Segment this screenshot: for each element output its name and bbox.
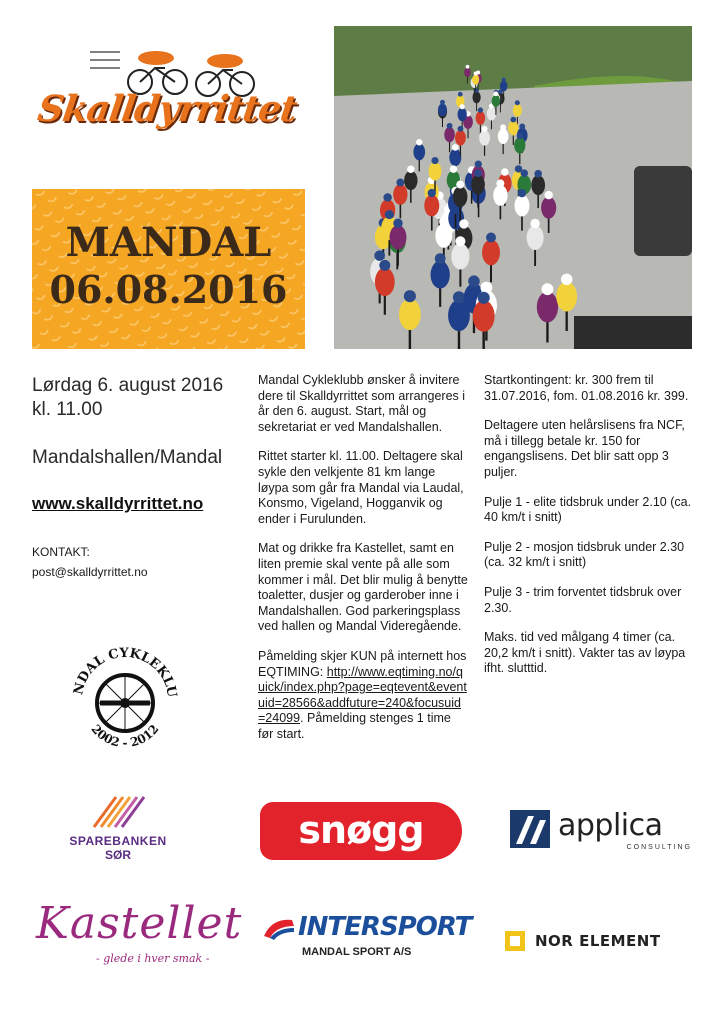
sponsor-kastellet	[36, 894, 243, 984]
sponsor-nor-element	[505, 930, 695, 954]
info-column-middle	[258, 373, 468, 756]
event-time: kl. 11.00	[32, 399, 103, 420]
sparebanken-stripes-icon	[58, 793, 178, 829]
pulje-1: Pulje 1 - elite tidsbruk under 2.10 (ca. 40 km/t i snitt)	[484, 494, 692, 525]
intro-paragraph: Mandal Cykleklubb ønsker å invitere dere til Skalldyrrittet som arrangeres i år den 6. august. Start, mål og sekretariat er ved Mandalshallen.	[258, 373, 466, 434]
sparebanken-region: SØR	[104, 848, 131, 862]
sponsor-sparebanken-sor	[58, 793, 178, 863]
kastellet-name: Kastellet	[36, 898, 243, 949]
title-box	[32, 189, 305, 349]
kastellet-slogan: - glede i hver smak -	[96, 952, 210, 965]
license-paragraph: Deltagere uten helårslisens fra NCF, må i tillegg betale kr. 150 for engangslisens. Det blir satt opp 3 puljer.	[484, 418, 685, 479]
club-logo	[60, 640, 190, 750]
cyclists-photo	[334, 26, 692, 349]
snogg-text: snøgg	[298, 808, 424, 852]
sparebanken-name: SPAREBANKEN	[69, 834, 167, 848]
club-name-text: NDAL CYKLEKLU	[71, 645, 180, 699]
info-column-right	[484, 373, 699, 691]
pulje-2: Pulje 2 - mosjon tidsbruk under 2.30 (ca. 32 km/t i snitt)	[484, 539, 685, 570]
sponsor-snogg	[260, 802, 462, 860]
registration-link[interactable]: http://www.eqtiming.no/quick/index.php?page=eqtevent&eventuid=28566&addfuture=240&focusuid=24099	[258, 664, 467, 726]
sponsor-applica	[510, 808, 692, 856]
food-paragraph: Mat og drikke fra Kastellet, samt en liten premie skal vente på alle som kommer i mål. Det blir mulig å benytte toaletter, dusjer og garderober inne i Mandalshallen. God parkeringsplass ved hallen og Mandal Videregående.	[258, 541, 468, 634]
intersport-name: INTERSPORT	[298, 912, 472, 942]
nor-element-name: NOR ELEMENT	[535, 932, 661, 950]
website-link[interactable]: www.skalldyrrittet.no	[32, 494, 204, 513]
route-paragraph: Rittet starter kl. 11.00. Deltagere skal sykle den velkjente 81 km lange løypa som går fra Mandal via Laudal, Konsmo, Vigeland, Hogganvik og ender i Furulunden.	[258, 449, 464, 526]
title-city: MANDAL	[65, 219, 272, 266]
contact-label: KONTAKT:	[32, 545, 90, 559]
registration-paragraph	[258, 649, 468, 743]
event-venue: Mandalshallen/Mandal	[32, 447, 223, 468]
contact-email[interactable]: post@skalldyrrittet.no	[32, 565, 148, 579]
sponsor-intersport	[262, 912, 472, 967]
intersport-flag-icon	[262, 916, 296, 940]
club-years-text: 2002 - 2012	[88, 721, 162, 750]
applica-icon	[510, 810, 554, 850]
applica-sub: CONSULTING	[626, 844, 692, 851]
event-date: Lørdag 6. august 2016	[32, 375, 224, 396]
applica-name: applica	[558, 808, 663, 843]
logo-text: Skalldyrrittet	[35, 88, 300, 130]
registration-close-text: . Påmelding stenges 1 time før start.	[258, 711, 451, 741]
nor-element-square-icon	[505, 931, 525, 951]
skalldyrrittet-logo	[30, 40, 300, 150]
intersport-sub: MANDAL SPORT A/S	[302, 946, 412, 958]
max-time-paragraph: Maks. tid ved målgang 4 timer (ca. 20,2 km/t i snitt). Vakter tas av løypa ifht. slutttid.	[484, 630, 686, 676]
photo-illustration	[334, 26, 692, 349]
registration-text: Påmelding skjer KUN på internett hos EQTIMING:	[258, 648, 467, 679]
pulje-3: Pulje 3 - trim forventet tidsbruk over 2.30.	[484, 584, 682, 615]
fee-paragraph: Startkontingent: kr. 300 frem til 31.07.2016, fom. 01.08.2016 kr. 399.	[484, 373, 689, 403]
title-date: 06.08.2016	[49, 267, 288, 312]
